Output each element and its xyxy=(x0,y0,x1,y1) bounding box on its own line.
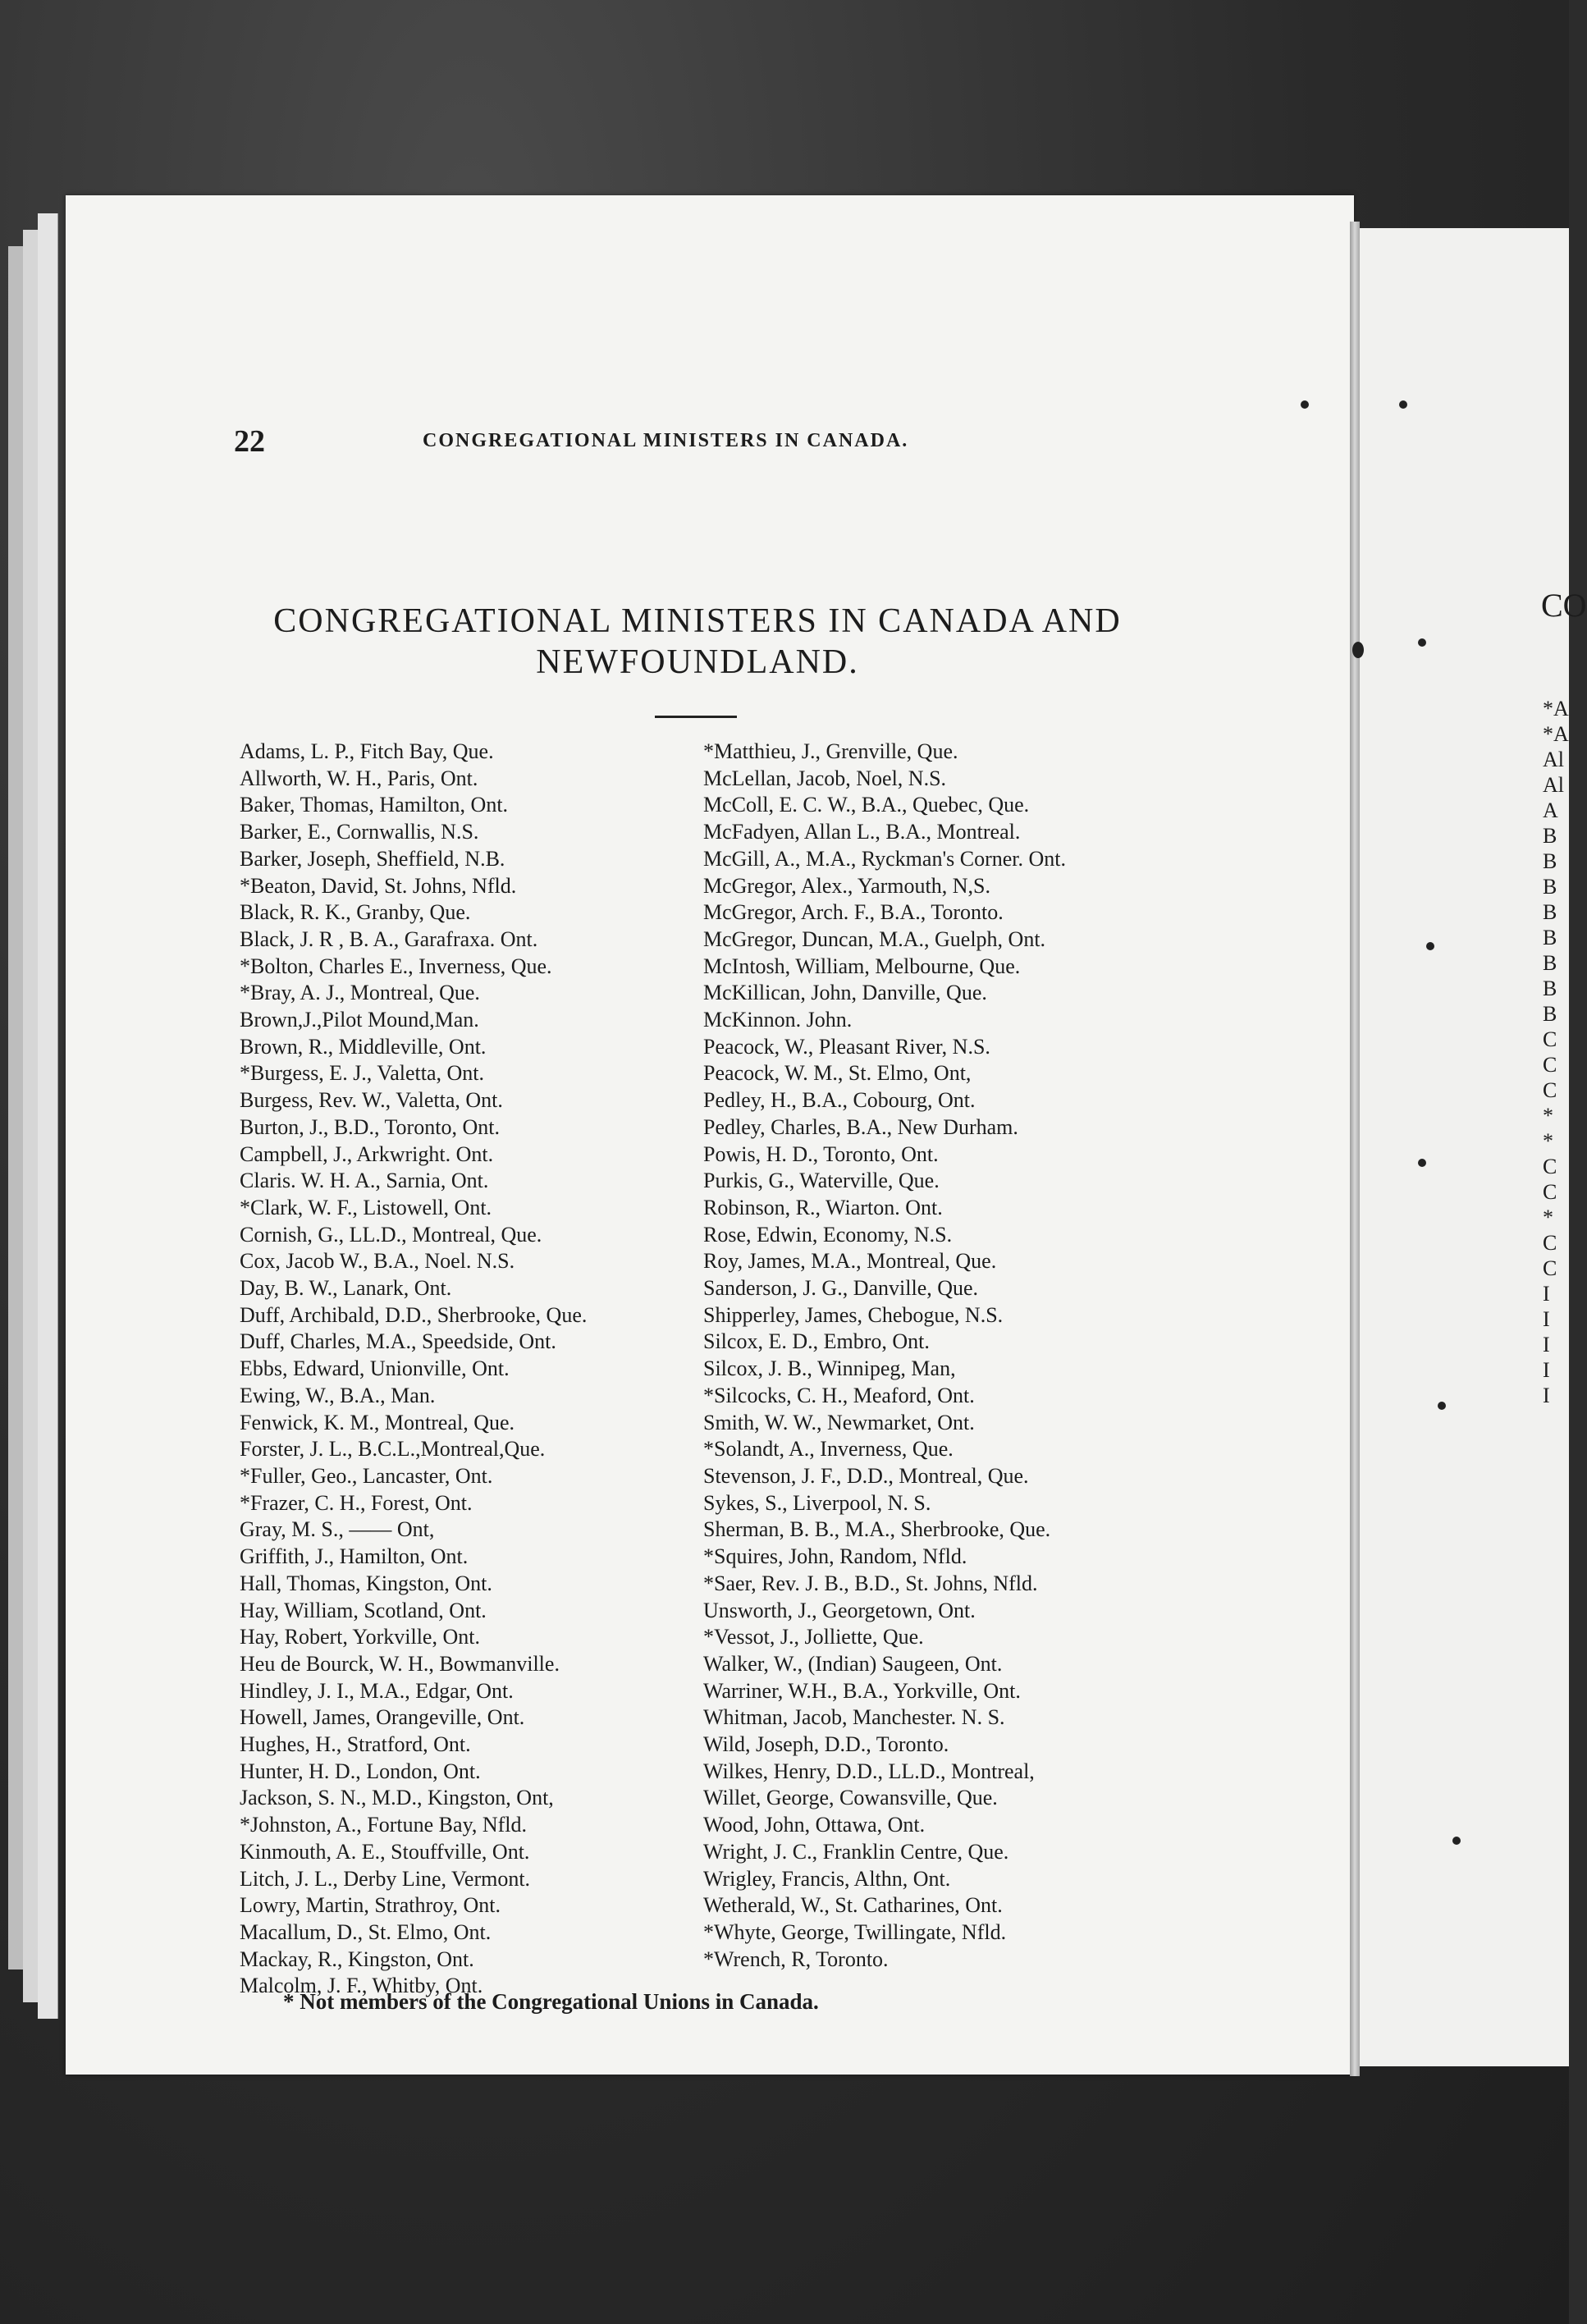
list-item: Campbell, J., Arkwright. Ont. xyxy=(240,1141,494,1166)
list-item: Howell, James, Orangeville, Ont. xyxy=(240,1705,525,1730)
list-item: McGregor, Alex., Yarmouth, N,S. xyxy=(703,873,990,898)
list-item: *Whyte, George, Twillingate, Nfld. xyxy=(703,1919,1007,1944)
list-item: *Fuller, Geo., Lancaster, Ont. xyxy=(240,1463,493,1488)
list-item-fragment: B xyxy=(1543,951,1557,975)
ink-speck xyxy=(1438,1402,1446,1410)
list-item: Powis, H. D., Toronto, Ont. xyxy=(703,1141,939,1166)
ink-speck xyxy=(1399,400,1407,409)
list-item: Sykes, S., Liverpool, N. S. xyxy=(703,1490,931,1515)
list-item: Duff, Charles, M.A., Speedside, Ont. xyxy=(240,1329,556,1354)
list-item: Griffith, J., Hamilton, Ont. xyxy=(240,1544,469,1569)
running-head xyxy=(234,423,1317,461)
list-item: *Vessot, J., Jolliette, Que. xyxy=(703,1625,924,1649)
list-item: Duff, Archibald, D.D., Sherbrooke, Que. xyxy=(240,1302,588,1327)
list-item: Silcox, E. D., Embro, Ont. xyxy=(703,1329,930,1354)
list-item: Purkis, G., Waterville, Que. xyxy=(703,1169,940,1193)
list-item: Ebbs, Edward, Unionville, Ont. xyxy=(240,1356,510,1381)
list-item-fragment: I xyxy=(1543,1282,1550,1306)
ink-speck xyxy=(1426,942,1434,950)
list-item-fragment: I xyxy=(1543,1358,1550,1382)
list-item: Gray, M. S., —— Ont, xyxy=(240,1517,435,1542)
list-item: *Clark, W. F., Listowell, Ont. xyxy=(240,1195,492,1219)
list-item-fragment: B xyxy=(1543,1002,1557,1026)
list-item: Macallum, D., St. Elmo, Ont. xyxy=(240,1919,492,1944)
list-item: McFadyen, Allan L., B.A., Montreal. xyxy=(703,820,1021,844)
list-item-fragment: * xyxy=(1543,1205,1553,1229)
list-item: McColl, E. C. W., B.A., Quebec, Que. xyxy=(703,793,1030,817)
running-head-title: CONGREGATIONAL MINISTERS IN CANADA. xyxy=(423,430,909,451)
list-item: Hunter, H. D., London, Ont. xyxy=(240,1759,481,1783)
list-item-fragment: B xyxy=(1543,900,1557,924)
list-item-fragment: Al xyxy=(1543,773,1564,797)
list-item: Whitman, Jacob, Manchester. N. S. xyxy=(703,1705,1005,1730)
list-item: Baker, Thomas, Hamilton, Ont. xyxy=(240,793,509,817)
list-item: Wetherald, W., St. Catharines, Ont. xyxy=(703,1893,1003,1918)
list-item: Jackson, S. N., M.D., Kingston, Ont, xyxy=(240,1786,554,1810)
list-item-fragment: I xyxy=(1543,1333,1550,1356)
page-number: 22 xyxy=(234,424,265,459)
list-item: Ewing, W., B.A., Man. xyxy=(240,1383,436,1407)
list-item: Heu de Bourck, W. H., Bowmanville. xyxy=(240,1651,560,1676)
list-item: Pedley, H., B.A., Cobourg, Ont. xyxy=(703,1088,976,1113)
list-item-fragment: C xyxy=(1543,1155,1557,1178)
list-item-fragment: B xyxy=(1543,849,1557,873)
list-item: Black, R. K., Granby, Que. xyxy=(240,900,471,925)
list-item: Hughes, H., Stratford, Ont. xyxy=(240,1732,471,1757)
list-item: Wrigley, Francis, Althn, Ont. xyxy=(703,1866,951,1891)
list-item: Smith, W. W., Newmarket, Ont. xyxy=(703,1410,975,1434)
list-item: Hay, William, Scotland, Ont. xyxy=(240,1598,487,1622)
list-item: *Johnston, A., Fortune Bay, Nfld. xyxy=(240,1813,528,1837)
list-item: *Squires, John, Random, Nfld. xyxy=(703,1544,967,1569)
list-item: Forster, J. L., B.C.L.,Montreal,Que. xyxy=(240,1437,546,1462)
ink-speck xyxy=(1452,1837,1461,1845)
list-item: *Beaton, David, St. Johns, Nfld. xyxy=(240,873,517,898)
page-title xyxy=(230,601,1165,683)
ink-speck xyxy=(1352,642,1364,658)
list-item: Rose, Edwin, Economy, N.S. xyxy=(703,1222,953,1247)
list-item: McKinnon. John. xyxy=(703,1008,853,1032)
list-item-fragment: I xyxy=(1543,1384,1550,1407)
list-item: Kinmouth, A. E., Stouffville, Ont. xyxy=(240,1839,530,1864)
list-item: Pedley, Charles, B.A., New Durham. xyxy=(703,1114,1018,1139)
list-item-fragment: C xyxy=(1543,1027,1557,1051)
list-item: Unsworth, J., Georgetown, Ont. xyxy=(703,1598,976,1622)
list-item: *Bolton, Charles E., Inverness, Que. xyxy=(240,954,552,978)
list-item: Barker, E., Cornwallis, N.S. xyxy=(240,820,479,844)
list-item-fragment: B xyxy=(1543,824,1557,848)
book-gutter xyxy=(1350,222,1360,2076)
list-item: *Saer, Rev. J. B., B.D., St. Johns, Nfld. xyxy=(703,1571,1038,1595)
list-item: Silcox, J. B., Winnipeg, Man, xyxy=(703,1356,956,1381)
list-item: Mackay, R., Kingston, Ont. xyxy=(240,1947,474,1971)
list-item-fragment: C xyxy=(1543,1078,1557,1102)
list-item: Willet, George, Cowansville, Que. xyxy=(703,1786,998,1810)
minister-list-right xyxy=(703,739,1066,1973)
list-item: McGregor, Arch. F., B.A., Toronto. xyxy=(703,900,1004,925)
list-item-fragment: A xyxy=(1543,798,1558,822)
list-item-fragment: C xyxy=(1543,1053,1557,1077)
list-item-fragment: B xyxy=(1543,977,1557,1000)
list-item-fragment: *A xyxy=(1543,722,1569,746)
list-item-fragment: *A xyxy=(1543,697,1569,721)
list-item: Sherman, B. B., M.A., Sherbrooke, Que. xyxy=(703,1517,1051,1542)
list-item-fragment: C xyxy=(1543,1231,1557,1255)
list-item: Lowry, Martin, Strathroy, Ont. xyxy=(240,1893,501,1918)
list-item: *Burgess, E. J., Valetta, Ont. xyxy=(240,1061,485,1086)
list-item: Roy, James, M.A., Montreal, Que. xyxy=(703,1249,997,1274)
list-item: Cox, Jacob W., B.A., Noel. N.S. xyxy=(240,1249,515,1274)
list-item: Robinson, R., Wiarton. Ont. xyxy=(703,1195,943,1219)
list-item: *Frazer, C. H., Forest, Ont. xyxy=(240,1490,473,1515)
list-item: Walker, W., (Indian) Saugeen, Ont. xyxy=(703,1651,1003,1676)
list-item: McGregor, Duncan, M.A., Guelph, Ont. xyxy=(703,926,1046,951)
right-page-list-fragment xyxy=(1543,696,1569,1408)
list-item: Brown, R., Middleville, Ont. xyxy=(240,1034,487,1059)
list-item: *Wrench, R, Toronto. xyxy=(703,1947,889,1971)
page-edge xyxy=(38,213,58,2019)
list-item: Claris. W. H. A., Sarnia, Ont. xyxy=(240,1169,489,1193)
list-item: McGill, A., M.A., Ryckman's Corner. Ont. xyxy=(703,846,1067,871)
footnote: * Not members of the Congregational Unions in Canada. xyxy=(283,1989,819,2014)
list-item: Barker, Joseph, Sheffield, N.B. xyxy=(240,846,505,871)
list-item: Black, J. R , B. A., Garafraxa. Ont. xyxy=(240,926,538,951)
list-item: McIntosh, William, Melbourne, Que. xyxy=(703,954,1021,978)
ink-speck xyxy=(1418,638,1426,647)
list-item: Wild, Joseph, D.D., Toronto. xyxy=(703,1732,949,1757)
list-item-fragment: B xyxy=(1543,875,1557,899)
list-item: Wilkes, Henry, D.D., LL.D., Montreal, xyxy=(703,1759,1035,1783)
list-item: Shipperley, James, Chebogue, N.S. xyxy=(703,1302,1004,1327)
list-item-fragment: I xyxy=(1543,1307,1550,1331)
title-rule xyxy=(655,716,737,718)
list-item: Sanderson, J. G., Danville, Que. xyxy=(703,1276,979,1301)
list-item: Stevenson, J. F., D.D., Montreal, Que. xyxy=(703,1463,1029,1488)
list-item: Burton, J., B.D., Toronto, Ont. xyxy=(240,1114,500,1139)
list-item: *Bray, A. J., Montreal, Que. xyxy=(240,981,480,1005)
list-item-fragment: * xyxy=(1543,1104,1553,1128)
list-item: McLellan, Jacob, Noel, N.S. xyxy=(703,766,947,790)
list-item: Hall, Thomas, Kingston, Ont. xyxy=(240,1571,492,1595)
list-item: Burgess, Rev. W., Valetta, Ont. xyxy=(240,1088,503,1113)
list-item-fragment: B xyxy=(1543,926,1557,949)
list-item: Hindley, J. I., M.A., Edgar, Ont. xyxy=(240,1678,514,1703)
list-item: Wright, J. C., Franklin Centre, Que. xyxy=(703,1839,1009,1864)
list-item: Hay, Robert, Yorkville, Ont. xyxy=(240,1625,480,1649)
list-item: McKillican, John, Danville, Que. xyxy=(703,981,987,1005)
list-item: Cornish, G., LL.D., Montreal, Que. xyxy=(240,1222,542,1247)
list-item: *Silcocks, C. H., Meaford, Ont. xyxy=(703,1383,975,1407)
right-page xyxy=(1360,228,1569,2066)
list-item: Allworth, W. H., Paris, Ont. xyxy=(240,766,478,790)
list-item-fragment: C xyxy=(1543,1180,1557,1204)
list-item: Day, B. W., Lanark, Ont. xyxy=(240,1276,452,1301)
list-item: Warriner, W.H., B.A., Yorkville, Ont. xyxy=(703,1678,1021,1703)
list-item-fragment: * xyxy=(1543,1129,1553,1153)
list-item: *Matthieu, J., Grenville, Que. xyxy=(703,739,958,763)
list-item: Peacock, W. M., St. Elmo, Ont, xyxy=(703,1061,972,1086)
list-item-fragment: C xyxy=(1543,1256,1557,1280)
list-item-fragment: Al xyxy=(1543,748,1564,771)
list-item: Litch, J. L., Derby Line, Vermont. xyxy=(240,1866,531,1891)
ink-speck xyxy=(1301,400,1309,409)
ink-speck xyxy=(1418,1159,1426,1167)
page-title-line-2: NEWFOUNDLAND. xyxy=(536,643,859,681)
list-item: *Solandt, A., Inverness, Que. xyxy=(703,1437,954,1462)
list-item: Wood, John, Ottawa, Ont. xyxy=(703,1813,926,1837)
list-item: Peacock, W., Pleasant River, N.S. xyxy=(703,1034,990,1059)
list-item: Malcolm, J. F., Whitby, Ont. xyxy=(240,1974,483,1998)
page-title-line-1: CONGREGATIONAL MINISTERS IN CANADA AND xyxy=(273,602,1122,640)
list-item: Brown,J.,Pilot Mound,Man. xyxy=(240,1008,479,1032)
right-page-heading-fragment: CO xyxy=(1541,587,1587,624)
list-item: Adams, L. P., Fitch Bay, Que. xyxy=(240,739,494,763)
minister-list-left xyxy=(240,739,587,2000)
list-item: Fenwick, K. M., Montreal, Que. xyxy=(240,1410,515,1434)
